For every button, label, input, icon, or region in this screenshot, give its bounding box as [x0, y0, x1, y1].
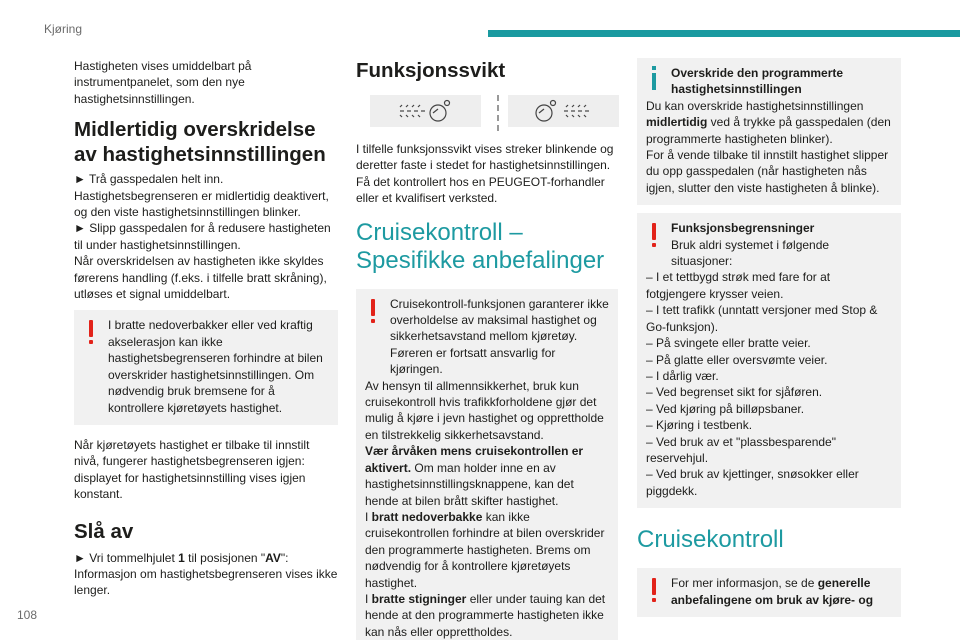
limiter-dashes-icon [370, 95, 481, 127]
warning-text: Av hensyn til allmennsikkerhet, bruk kun cruisekontroll hvis trafikkforholdene gjør det mulig å kjøre i jevn hastighet og opprettholde en tilstrekkelig sikkerhetsavstand. [365, 378, 604, 442]
warning-text: I bratt nedoverbakke kan ikke cruisekontrollen forhindre at bilen overskrider den programmerte hastigheten. Brems om nødvendig for å kontrollere kjøretøyets hastighet. [365, 509, 605, 590]
warning-icon [651, 578, 657, 604]
dashboard-illustration [370, 95, 618, 137]
list-item: – Kjøring i testbenk. [646, 418, 753, 433]
warning-text: Vær årvåken mens cruisekontrollen er aktivert. Om man holder inne en av hastighetsinnstillingsknappene, kan det hende at bilen brått skifter hastighet. [365, 444, 584, 508]
step: ► Trå gasspedalen helt inn. [74, 172, 224, 187]
section-title: Kjøring [44, 22, 83, 36]
paragraph: Når kjøretøyets hastighet er tilbake til innstilt nivå, fungerer hastighetsbegrenseren igjen: displayet for hastighetsinnstilling vises igjen konstant. [74, 437, 310, 502]
list-item: – I dårlig vær. [646, 368, 719, 383]
list-item: – Ved bruk av kjettinger, snøsokker eller piggdekk. [646, 467, 859, 498]
list-item: – Ved begrenset sikt for sjåføren. [646, 385, 823, 400]
heading-malfunction: Funksjonssvikt [356, 59, 506, 82]
warning-box [637, 213, 901, 508]
warning-icon [88, 320, 94, 346]
divider [497, 95, 499, 131]
warning-box [74, 310, 338, 424]
warning-box [637, 568, 901, 617]
info-text: For å vende tilbake til innstilt hastighet slipper du opp gasspedalen (når hastigheten nås igjen, slutter den viste hastigheten å blinke). [646, 148, 889, 195]
warning-box [356, 289, 618, 640]
heading-cruise-recommendations: Cruisekontroll – Spesifikke anbefalinger [356, 218, 605, 274]
paragraph: Hastighetsbegrenseren er midlertidig deaktivert, og den viste hastighetsinnstillingen blinker. [74, 188, 329, 220]
step: ► Vri tommelhjulet 1 til posisjonen "AV": Informasjon om hastighetsbegrenseren vises ikke lenger. [74, 550, 338, 598]
list-item: – I et tettbygd strøk med fare for at fotgjengere krysser veien. [646, 270, 831, 301]
warning-text: For mer informasjon, se de generelle anbefalingene om bruk av kjøre- og [671, 576, 874, 607]
warning-icon [370, 299, 376, 325]
warning-icon [651, 223, 657, 249]
list-item: – I tett trafikk (unntatt versjoner med Stop & Go-funksjon). [646, 303, 878, 334]
warning-text: I bratte nedoverbakker eller ved kraftig akselerasjon kan ikke hastighetsbegrenseren forhindre at bilen overskrider hastighetsinnstillingen. Om nødvendig bruk bremsene for å kontrollere kjøretøyets hastighet. [108, 318, 323, 415]
heading-temporary-override: Midlertidig overskridelse av hastighetsinnstillingen [74, 118, 326, 167]
header-accent-bar [488, 30, 960, 37]
step: ► Slipp gasspedalen for å redusere hastigheten til under hastighetsinnstillingen. [74, 221, 331, 252]
paragraph: Hastigheten vises umiddelbart på instrumentpanelet, som den nye hastighetsinnstillingen. [74, 59, 252, 106]
limitations-list [646, 269, 892, 499]
paragraph: Når overskridelsen av hastigheten ikke skyldes førerens handling (f.eks. i tilfelle bratt skråning), utløses et signal umiddelbart. [74, 254, 327, 302]
heading-cruise-control: Cruisekontroll [637, 526, 784, 554]
column-2 [356, 58, 618, 640]
list-item: – Ved kjøring på billøpsbaner. [646, 401, 805, 416]
info-title: Overskride den programmerte hastighetsinnstillingen [671, 66, 844, 97]
list-item: – På glatte eller oversvømte veier. [646, 352, 828, 367]
info-text: Du kan overskride hastighetsinnstillingen midlertidig ved å trykke på gasspedalen (den programmerte hastigheten blinker). [646, 98, 891, 146]
cruise-dashes-icon [508, 95, 619, 127]
paragraph: I tilfelle funksjonssvikt vises streker blinkende og deretter faste i stedet for hastighetsinnstillingen. Få det kontrollert hos en PEUGEOT-forhandler eller et kvalifisert verksted. [356, 142, 614, 206]
heading-turn-off: Slå av [74, 519, 134, 543]
info-box [637, 58, 901, 205]
info-icon [651, 66, 657, 92]
dashboard-display-right [508, 95, 619, 127]
warning-title: Funksjonsbegrensninger [671, 221, 815, 236]
list-item: – På svingete eller bratte veier. [646, 336, 811, 351]
warning-text: Bruk aldri systemet i følgende situasjoner: [671, 237, 830, 269]
warning-text: I bratte stigninger eller under tauing kan det hende at den programmerte hastigheten ikke kan nås eller opprettholdes. [365, 591, 606, 639]
list-item: – Ved bruk av et "plassbesparende" reservehjul. [646, 434, 836, 465]
column-3 [637, 58, 901, 617]
page-number: 108 [17, 608, 38, 622]
column-1 [74, 58, 338, 599]
dashboard-display-left [370, 95, 481, 127]
warning-text: Cruisekontroll-funksjonen garanterer ikke overholdelse av maksimal hastighet og sikkerhetsavstand mellom kjøretøy. Føreren er fortsatt ansvarlig for kjøringen. [390, 296, 609, 377]
